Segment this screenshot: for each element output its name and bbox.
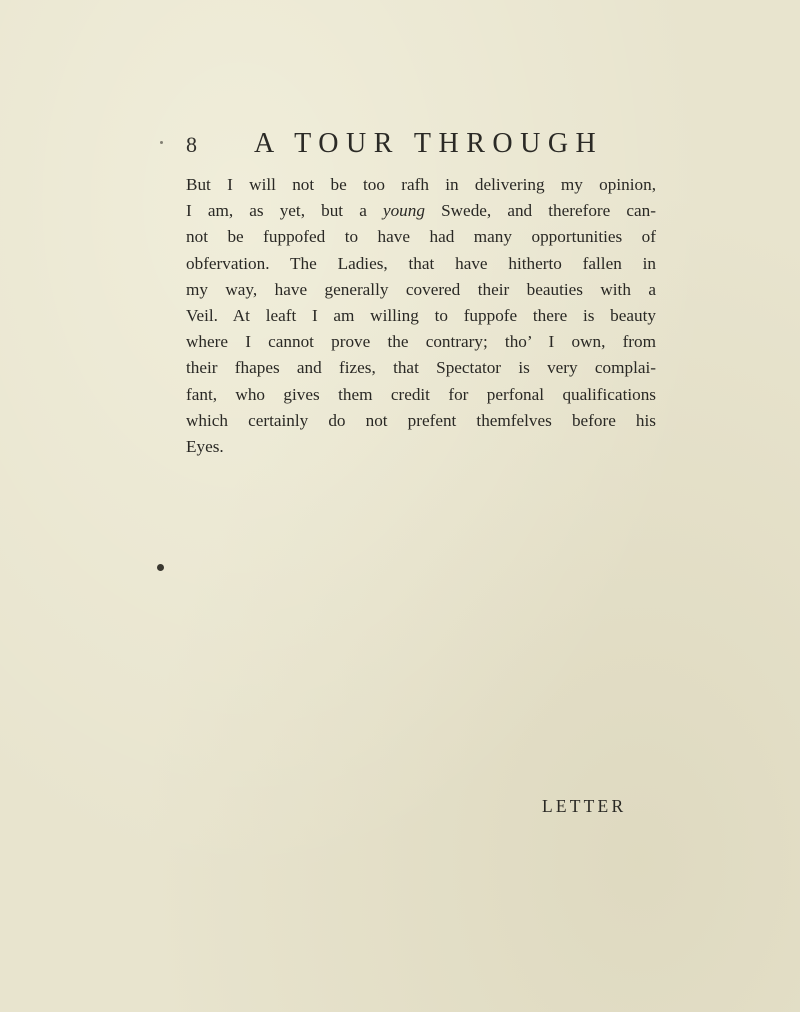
- text-line: fant, who gives them credit for perfonal qualifications: [186, 384, 656, 404]
- text-span: I am, as yet, but a: [186, 201, 383, 221]
- text-line: [186, 198, 656, 224]
- text-line: their fhapes and fizes, that Spectator is very complai-: [186, 358, 656, 378]
- italic-word: young: [382, 201, 425, 221]
- text-line: not be fuppofed to have had many opportunities of: [186, 227, 656, 247]
- text-span: Swede, and therefore can-: [424, 201, 656, 221]
- ink-speck: [160, 141, 163, 144]
- text-line: which certainly do not prefent themfelves before his: [186, 410, 656, 430]
- text-line: where I cannot prove the contrary; tho’ I own, from: [186, 332, 656, 352]
- text-line: Eyes.: [186, 436, 224, 456]
- running-head: [186, 128, 616, 168]
- text-line: Veil. At leaft I am willing to fuppofe there is beauty: [186, 305, 656, 325]
- page-number: 8: [186, 132, 197, 157]
- body-paragraph: [186, 172, 656, 460]
- running-title: A TOUR THROUGH: [254, 128, 604, 159]
- ink-speck: [157, 564, 164, 571]
- text-line: my way, have generally covered their beauties with a: [186, 279, 656, 299]
- text-line: But I will not be too rafh in delivering my opinion,: [186, 175, 656, 194]
- catchword: LETTER: [542, 796, 627, 816]
- text-line: obfervation. The Ladies, that have hitherto fallen in: [186, 253, 656, 273]
